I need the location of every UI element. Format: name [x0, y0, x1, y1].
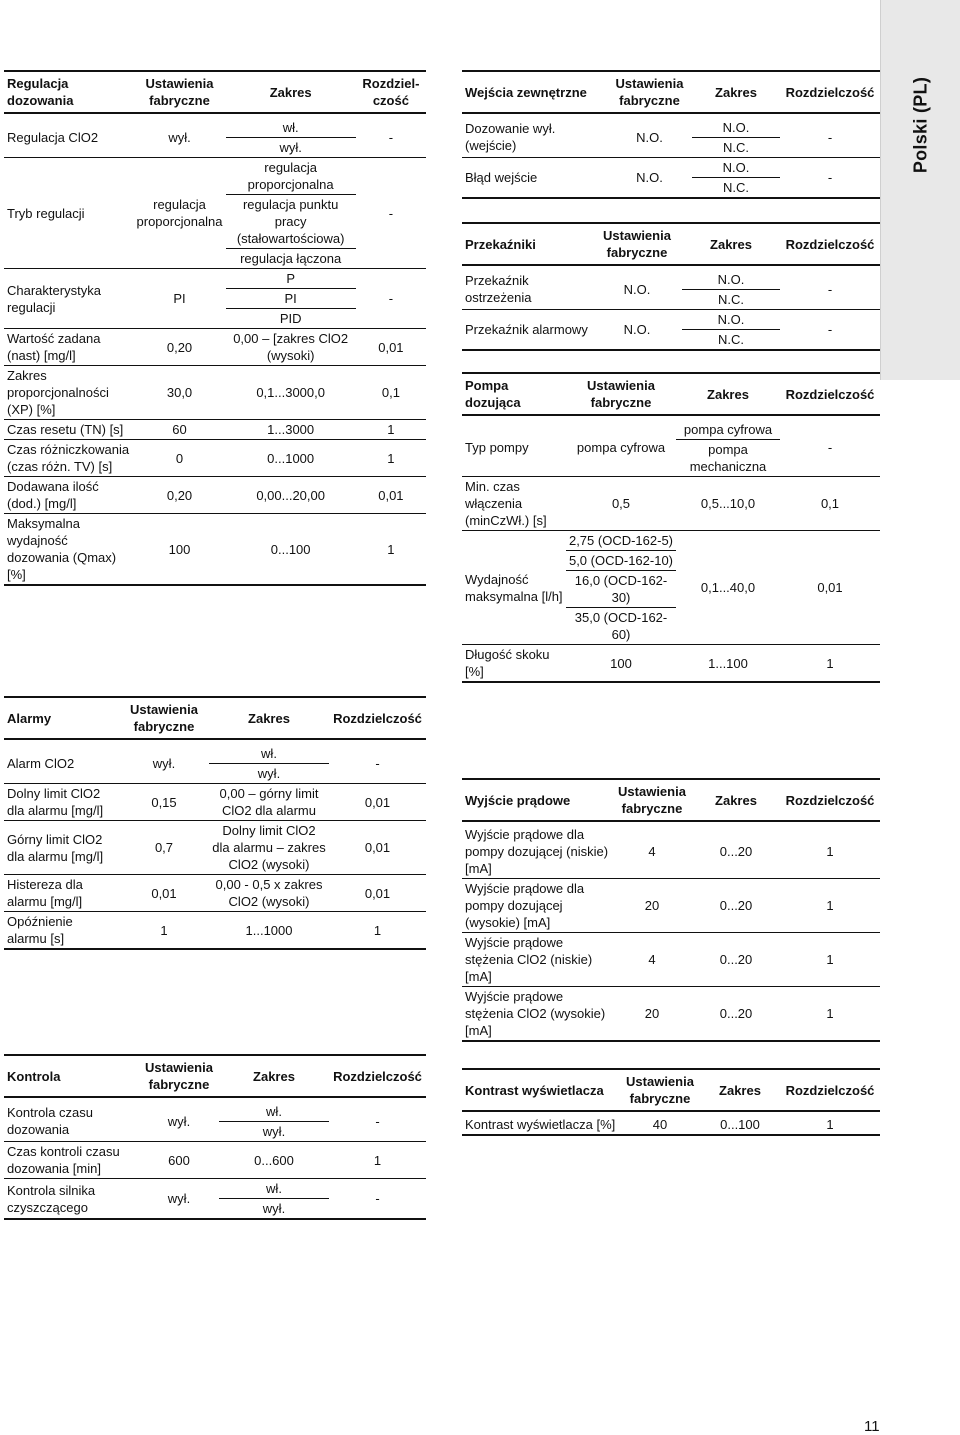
- alarmy-table: [4, 696, 426, 950]
- row-label: Min. czas włączenia (minCzWł.) [s]: [462, 477, 566, 531]
- row-label: Typ pompy: [462, 415, 566, 477]
- table-row: [462, 415, 880, 477]
- header-resolution: Rozdzielczość: [780, 71, 880, 113]
- row-factory: wył.: [139, 1179, 219, 1220]
- row-range: 0...20: [692, 821, 780, 879]
- wejscia-header: [462, 71, 880, 113]
- table-row: [4, 875, 426, 912]
- row-factory: N.O.: [592, 310, 682, 351]
- table-row: [462, 933, 880, 987]
- range-option: N.C.: [692, 137, 780, 157]
- range-option: PI: [226, 288, 356, 308]
- header-factory: Ustawienia fabryczne: [592, 223, 682, 265]
- row-range: 0...20: [692, 879, 780, 933]
- row-resolution: 0,01: [356, 477, 426, 514]
- row-label: Alarm ClO2: [4, 739, 119, 784]
- header-label: Kontrast wyświetlacza: [462, 1069, 620, 1111]
- row-label: Górny limit ClO2 dla alarmu [mg/l]: [4, 821, 119, 875]
- row-factory: 40: [620, 1111, 700, 1135]
- table-row: [462, 645, 880, 683]
- row-factory: 20: [612, 987, 692, 1042]
- row-factory: N.O.: [592, 265, 682, 310]
- language-side-tab: [880, 0, 960, 380]
- header-resolution: Rozdzielczość: [780, 373, 880, 415]
- range-option: P: [286, 271, 295, 286]
- row-resolution: 0,01: [329, 784, 426, 821]
- range-option: N.O.: [722, 120, 750, 135]
- header-range: Zakres: [692, 71, 780, 113]
- range-option: regulacja punktu pracy (stałowartościowa): [226, 194, 356, 248]
- page-number: 11: [864, 1418, 880, 1435]
- row-range: 0,5...10,0: [676, 477, 780, 531]
- header-resolution: Rozdzielczość: [780, 779, 880, 821]
- table-row: [4, 329, 426, 366]
- table-row: [4, 821, 426, 875]
- row-label: Wyjście prądowe stężenia ClO2 (wysokie) [mA]: [462, 987, 612, 1042]
- header-resolution: Rozdzielczość: [329, 1055, 426, 1097]
- header-factory: Ustawienia fabryczne: [134, 71, 226, 113]
- row-range: 0...100: [226, 514, 356, 586]
- range-option: wł.: [282, 120, 299, 135]
- row-factory: 0,20: [134, 329, 226, 366]
- range-option: pompa mechaniczna: [676, 439, 780, 476]
- row-factory: N.O.: [607, 158, 692, 199]
- range-option: wł.: [261, 746, 277, 761]
- row-resolution: -: [329, 1097, 426, 1142]
- row-label: Maksymalna wydajność dozowania (Qmax) [%]: [4, 514, 134, 586]
- row-resolution: -: [780, 310, 880, 351]
- row-label: Dozowanie wył. (wejście): [462, 113, 607, 158]
- header-factory: Ustawienia fabryczne: [607, 71, 692, 113]
- row-resolution: 0,01: [329, 875, 426, 912]
- range-option: regulacja łączona: [226, 248, 356, 268]
- row-range: 0...600: [219, 1142, 329, 1179]
- row-resolution: 1: [780, 987, 880, 1042]
- pompa-header: [462, 373, 880, 415]
- kontrast-table: [462, 1068, 880, 1136]
- row-factory: 60: [134, 420, 226, 440]
- range-option: wył.: [219, 1198, 329, 1218]
- header-label: Kontrola: [4, 1055, 139, 1097]
- header-resolution: Rozdzielczość: [780, 1069, 880, 1111]
- row-label: Przekaźnik ostrzeżenia: [462, 265, 592, 310]
- row-factory: 0,20: [134, 477, 226, 514]
- row-factory: 4: [612, 821, 692, 879]
- table-row: [462, 531, 880, 645]
- row-range: 1...1000: [209, 912, 329, 950]
- row-range: 0,00 - 0,5 x zakres ClO2 (wysoki): [209, 875, 329, 912]
- row-resolution: 1: [356, 514, 426, 586]
- header-factory: Ustawienia fabryczne: [612, 779, 692, 821]
- table-row: [4, 912, 426, 950]
- table-row: [4, 269, 426, 329]
- row-resolution: 1: [780, 1111, 880, 1135]
- row-resolution: -: [356, 113, 426, 158]
- row-resolution: -: [356, 158, 426, 269]
- row-resolution: 0,01: [329, 821, 426, 875]
- row-label: Dodawana ilość (dod.) [mg/l]: [4, 477, 134, 514]
- przekazniki-table: [462, 222, 880, 351]
- prad-table: [462, 778, 880, 1042]
- range-option: pompa cyfrowa: [683, 422, 773, 437]
- factory-option: 35,0 (OCD-162-60): [566, 607, 676, 644]
- row-factory: wył.: [134, 113, 226, 158]
- table-row: [4, 514, 426, 586]
- header-resolution: Rozdzielczość: [329, 697, 426, 739]
- row-factory: regulacja proporcjonalna: [134, 158, 226, 269]
- pompa-table: [462, 372, 880, 683]
- row-factory: 0,5: [566, 477, 676, 531]
- regulacja-table: [4, 70, 426, 586]
- row-range: 0,1...3000,0: [226, 366, 356, 420]
- row-label: Kontrola silnika czyszczącego: [4, 1179, 139, 1220]
- row-label: Wyjście prądowe dla pompy dozującej (wysokie) [mA]: [462, 879, 612, 933]
- header-range: Zakres: [219, 1055, 329, 1097]
- header-range: Zakres: [682, 223, 780, 265]
- range-option: N.O.: [717, 272, 745, 287]
- row-range: 0,00 – górny limit ClO2 dla alarmu: [209, 784, 329, 821]
- header-resolution: Rozdziel-czość: [356, 71, 426, 113]
- table-row: [462, 987, 880, 1042]
- table-row: [4, 366, 426, 420]
- row-factory: PI: [134, 269, 226, 329]
- row-resolution: -: [780, 113, 880, 158]
- row-label: Czas kontroli czasu dozowania [min]: [4, 1142, 139, 1179]
- row-resolution: -: [356, 269, 426, 329]
- row-resolution: 1: [329, 1142, 426, 1179]
- header-factory: Ustawienia fabryczne: [566, 373, 676, 415]
- row-range: 0...100: [700, 1111, 780, 1135]
- row-factory: 600: [139, 1142, 219, 1179]
- row-range: 1...100: [676, 645, 780, 683]
- header-label: Alarmy: [4, 697, 119, 739]
- row-range: 0,00...20,00: [226, 477, 356, 514]
- row-factory: 100: [566, 645, 676, 683]
- header-factory: Ustawienia fabryczne: [620, 1069, 700, 1111]
- factory-option: 16,0 (OCD-162-30): [566, 570, 676, 607]
- header-label: Regulacja dozowania: [4, 71, 134, 113]
- range-option: wł.: [266, 1181, 282, 1196]
- language-label: Polski (PL): [910, 76, 931, 174]
- row-factory: 0,01: [119, 875, 209, 912]
- row-resolution: 1: [780, 645, 880, 683]
- row-label: Dolny limit ClO2 dla alarmu [mg/l]: [4, 784, 119, 821]
- row-factory: 20: [612, 879, 692, 933]
- wejscia-table: [462, 70, 880, 199]
- table-row: [4, 739, 426, 784]
- row-label: Czas różniczkowania (czas różn. TV) [s]: [4, 440, 134, 477]
- kontrola-header: [4, 1055, 426, 1097]
- row-range: 0...20: [692, 933, 780, 987]
- row-resolution: 0,01: [780, 531, 880, 645]
- row-resolution: 1: [329, 912, 426, 950]
- row-resolution: -: [329, 1179, 426, 1220]
- row-factory: 0,15: [119, 784, 209, 821]
- range-option: PID: [226, 308, 356, 328]
- row-label: Kontrast wyświetlacza [%]: [462, 1111, 620, 1135]
- row-label: Wartość zadana (nast) [mg/l]: [4, 329, 134, 366]
- row-factory: 0: [134, 440, 226, 477]
- row-resolution: 1: [356, 420, 426, 440]
- header-label: Pompa dozująca: [462, 373, 566, 415]
- table-row: [4, 113, 426, 158]
- table-row: [462, 821, 880, 879]
- range-option: wył.: [209, 763, 329, 783]
- row-resolution: -: [329, 739, 426, 784]
- row-label: Charakterystyka regulacji: [4, 269, 134, 329]
- table-row: [4, 1097, 426, 1142]
- row-range: 1...3000: [226, 420, 356, 440]
- header-label: Wyjście prądowe: [462, 779, 612, 821]
- row-resolution: 0,1: [780, 477, 880, 531]
- row-resolution: 1: [356, 440, 426, 477]
- row-label: Tryb regulacji: [4, 158, 134, 269]
- range-option: wł.: [266, 1104, 282, 1119]
- header-factory: Ustawienia fabryczne: [119, 697, 209, 739]
- row-resolution: -: [780, 265, 880, 310]
- header-range: Zakres: [700, 1069, 780, 1111]
- row-label: Błąd wejście: [462, 158, 607, 199]
- regulacja-header: [4, 71, 426, 113]
- row-range: Dolny limit ClO2 dla alarmu – zakres ClO2 (wysoki): [209, 821, 329, 875]
- row-label: Kontrola czasu dozowania: [4, 1097, 139, 1142]
- row-resolution: 1: [780, 933, 880, 987]
- row-factory: N.O.: [607, 113, 692, 158]
- table-row: [4, 1142, 426, 1179]
- factory-option: 5,0 (OCD-162-10): [566, 550, 676, 570]
- table-row: [4, 477, 426, 514]
- row-factory: 100: [134, 514, 226, 586]
- range-option: N.C.: [692, 177, 780, 197]
- row-range: 0,00 – [zakres ClO2 (wysoki): [226, 329, 356, 366]
- table-row: [4, 784, 426, 821]
- table-row: [462, 310, 880, 351]
- table-row: [4, 420, 426, 440]
- row-resolution: 0,01: [356, 329, 426, 366]
- row-range: 0...1000: [226, 440, 356, 477]
- row-resolution: 1: [780, 879, 880, 933]
- prad-header: [462, 779, 880, 821]
- header-range: Zakres: [209, 697, 329, 739]
- range-option: regulacja proporcjonalna: [247, 160, 334, 192]
- row-label: Opóźnienie alarmu [s]: [4, 912, 119, 950]
- przekazniki-header: [462, 223, 880, 265]
- row-label: Wydajność maksymalna [l/h]: [462, 531, 566, 645]
- row-factory: wył.: [139, 1097, 219, 1142]
- row-range: 0...20: [692, 987, 780, 1042]
- range-option: N.O.: [722, 160, 750, 175]
- row-label: Czas resetu (TN) [s]: [4, 420, 134, 440]
- kontrola-table: [4, 1054, 426, 1220]
- range-option: wył.: [219, 1121, 329, 1141]
- kontrast-header: [462, 1069, 880, 1111]
- table-row: [4, 158, 426, 269]
- header-resolution: Rozdzielczość: [780, 223, 880, 265]
- table-row: [4, 1179, 426, 1220]
- table-row: [462, 879, 880, 933]
- row-label: Wyjście prądowe dla pompy dozującej (niskie) [mA]: [462, 821, 612, 879]
- row-factory: 30,0: [134, 366, 226, 420]
- header-range: Zakres: [676, 373, 780, 415]
- row-factory: 4: [612, 933, 692, 987]
- range-option: N.C.: [682, 329, 780, 349]
- row-factory: 1: [119, 912, 209, 950]
- row-label: Histereza dla alarmu [mg/l]: [4, 875, 119, 912]
- factory-option: 2,75 (OCD-162-5): [568, 533, 674, 548]
- row-resolution: 0,1: [356, 366, 426, 420]
- table-row: [462, 265, 880, 310]
- range-option: N.C.: [682, 289, 780, 309]
- row-label: Przekaźnik alarmowy: [462, 310, 592, 351]
- row-label: Wyjście prądowe stężenia ClO2 (niskie) [mA]: [462, 933, 612, 987]
- row-range: 0,1...40,0: [676, 531, 780, 645]
- row-factory: wył.: [119, 739, 209, 784]
- row-label: Regulacja ClO2: [4, 113, 134, 158]
- alarmy-header: [4, 697, 426, 739]
- row-factory: pompa cyfrowa: [566, 415, 676, 477]
- table-row: [462, 158, 880, 199]
- header-range: Zakres: [226, 71, 356, 113]
- row-label: Długość skoku [%]: [462, 645, 566, 683]
- table-row: [462, 113, 880, 158]
- header-label: Wejścia zewnętrzne: [462, 71, 607, 113]
- row-resolution: -: [780, 415, 880, 477]
- header-label: Przekaźniki: [462, 223, 592, 265]
- table-row: [462, 1111, 880, 1135]
- table-row: [4, 440, 426, 477]
- row-factory: 0,7: [119, 821, 209, 875]
- header-range: Zakres: [692, 779, 780, 821]
- row-resolution: 1: [780, 821, 880, 879]
- table-row: [462, 477, 880, 531]
- range-option: N.O.: [717, 312, 745, 327]
- header-factory: Ustawienia fabryczne: [139, 1055, 219, 1097]
- range-option: wył.: [226, 137, 356, 157]
- row-label: Zakres proporcjonalności (XP) [%]: [4, 366, 134, 420]
- row-resolution: -: [780, 158, 880, 199]
